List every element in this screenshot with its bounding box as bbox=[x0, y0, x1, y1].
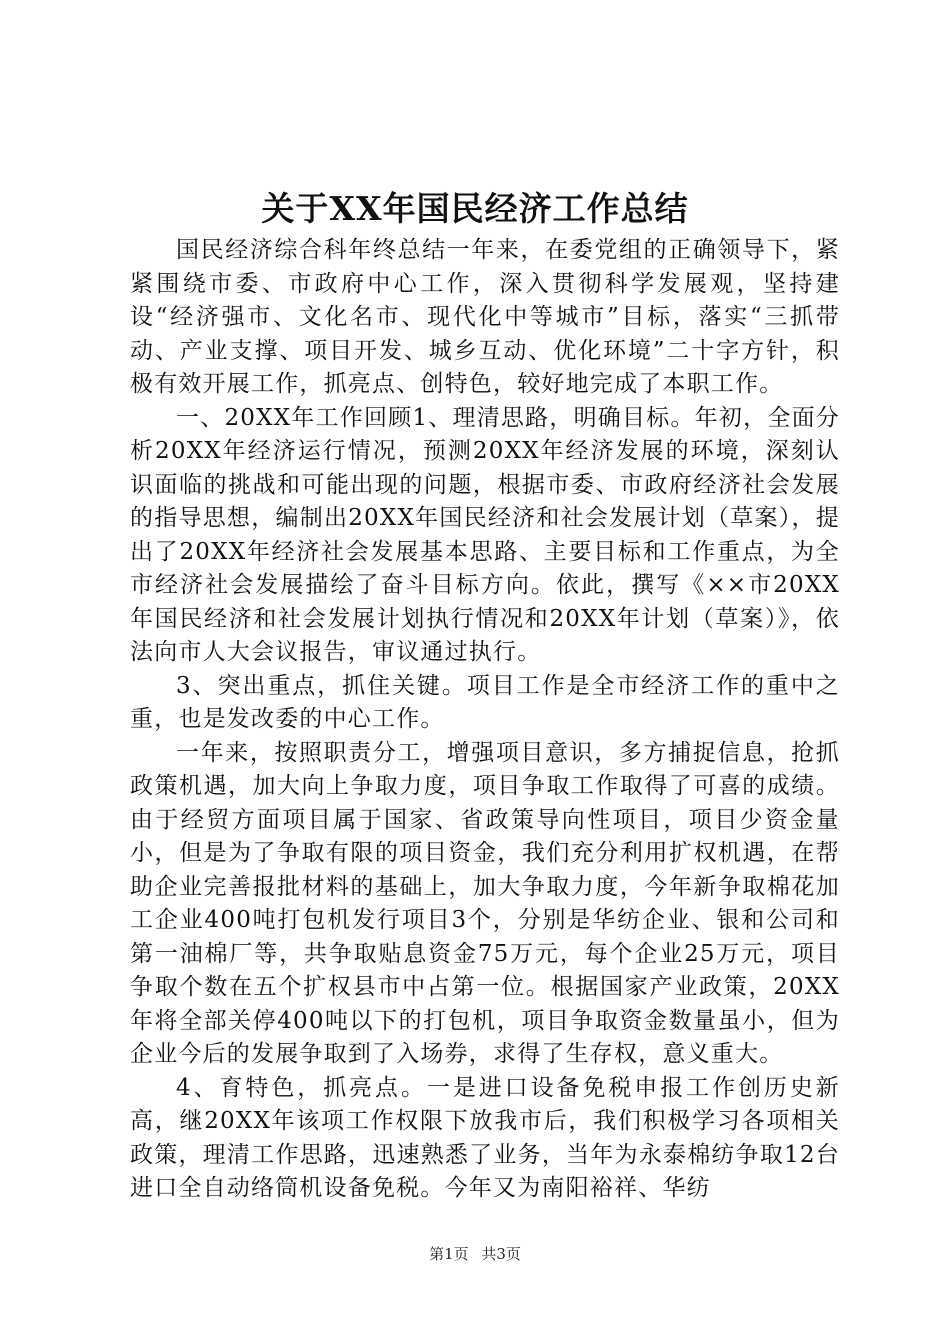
paragraph-features: 4、育特色，抓亮点。一是进口设备免税申报工作创历史新高，继20XX年该项工作权限下放我市后，我们积极学习各项相关政策，理清工作思路，迅速熟悉了业务，当年为永泰棉纺争取12台进口全自动络筒机设备免税。今年又为南阳裕祥、华纺 bbox=[130, 1074, 840, 1201]
document-body bbox=[130, 234, 840, 1206]
paragraph-key-points: 3、突出重点，抓住关键。项目工作是全市经济工作的重中之重，也是发改委的中心工作。 bbox=[130, 672, 840, 732]
paragraph-review: 一、20XX年工作回顾1、理清思路，明确目标。年初，全面分析20XX年经济运行情况，预测20XX年经济发展的环境，深刻认识面临的挑战和可能出现的问题，根据市委、市政府经济社会发展的指导思想，编制出20XX年国民经济和社会发展计划（草案），提出了20XX年经济社会发展基本思路、主要目标和工作重点，为全市经济社会发展描绘了奋斗目标方向。依此，撰写《××市20XX年国民经济和社会发展计划执行情况和20XX年计划（草案）》，依法向市人大会议报告，审议通过执行。 bbox=[130, 404, 840, 665]
page-number-total: 共3页 bbox=[481, 1245, 521, 1263]
page-number-current: 第1页 bbox=[429, 1245, 469, 1263]
document-title: 关于XX年国民经济工作总结 bbox=[261, 189, 689, 228]
paragraph-projects: 一年来，按照职责分工，增强项目意识，多方捕捉信息，抢抓政策机遇，加大向上争取力度，项目争取工作取得了可喜的成绩。由于经贸方面项目属于国家、省政策导向性项目，项目少资金量小，但是为了争取有限的项目资金，我们充分利用扩权机遇，在帮助企业完善报批材料的基础上，加大争取力度，今年新争取棉花加工企业400吨打包机发行项目3个，分别是华纺企业、银和公司和第一油棉厂等，共争取贴息资金75万元，每个企业25万元，项目争取个数在五个扩权县市中占第一位。根据国家产业政策，20XX年将全部关停400吨以下的打包机，项目争取资金数量虽小，但为企业今后的发展争取到了入场券，求得了生存权，意义重大。 bbox=[130, 739, 840, 1067]
paragraph-intro: 国民经济综合科年终总结一年来，在委党组的正确领导下，紧紧围绕市委、市政府中心工作，深入贯彻科学发展观，坚持建设“经济强市、文化名市、现代化中等城市”目标，落实“三抓带动、产业支撑、项目开发、城乡互动、优化环境”二十字方针，积极有效开展工作，抓亮点、创特色，较好地完成了本职工作。 bbox=[130, 237, 840, 397]
page-footer bbox=[0, 1244, 950, 1264]
